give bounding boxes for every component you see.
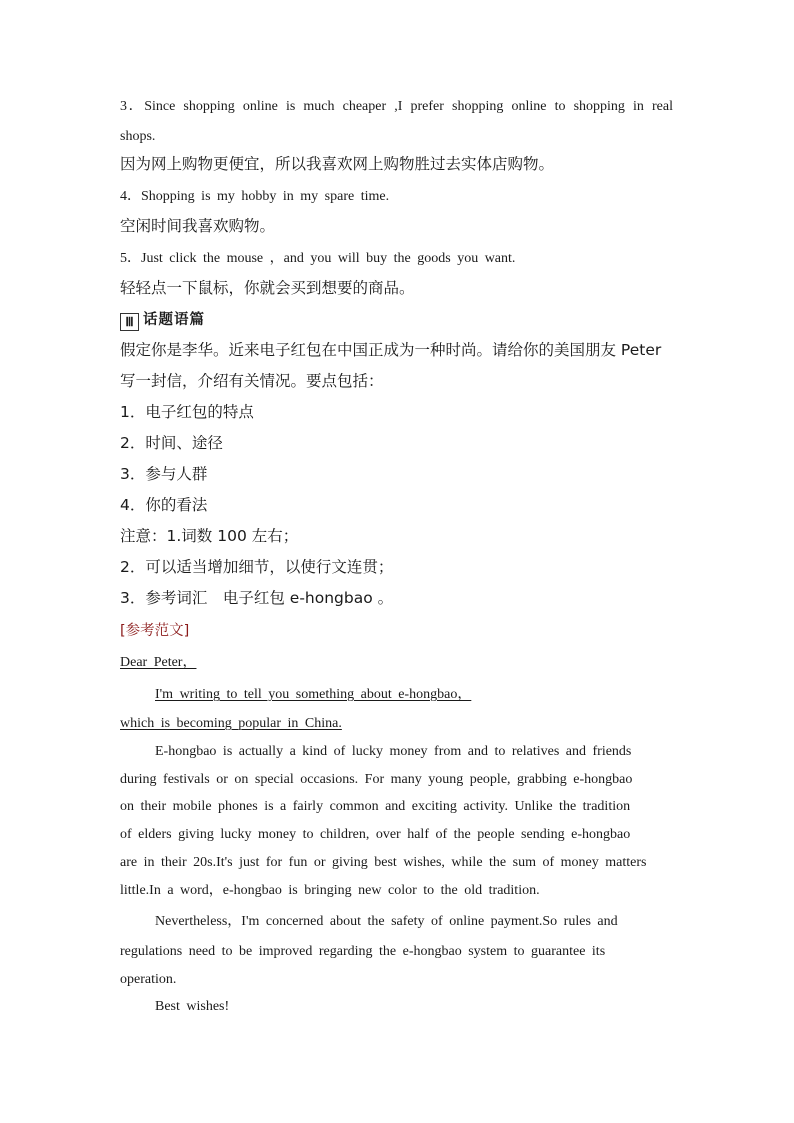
section-title: 话题语篇	[143, 312, 205, 328]
letter-closing: Best wishes!	[155, 999, 230, 1014]
task-note-3: 3．参考词汇 电子红包 e-hongbao 。	[120, 589, 394, 607]
sentence-3-english-cont: shops.	[120, 129, 156, 144]
letter-greeting: Dear Peter，	[120, 655, 197, 670]
sentence-3-chinese: 因为网上购物更便宜，所以我喜欢网上购物胜过去实体店购物。	[120, 155, 555, 173]
sentence-4-english: 4．Shopping is my hobby in my spare time.	[120, 189, 390, 204]
body-paragraph-2-line-1: Nevertheless，I'm concerned about the safety of online payment.So rules and	[155, 914, 618, 929]
section-number-badge: Ⅲ	[120, 313, 139, 331]
body-paragraph-1-line-3: on their mobile phones is a fairly common and exciting activity. Unlike the tradition	[120, 799, 631, 814]
sentence-3-english: 3．Since shopping online is much cheaper ,I prefer shopping online to shopping in real	[120, 99, 673, 114]
sentence-4-chinese: 空闲时间我喜欢购物。	[120, 217, 276, 235]
body-paragraph-2-line-2: regulations need to be improved regarding the e-hongbao system to guarantee its	[120, 944, 606, 959]
task-point-4: 4．你的看法	[120, 496, 208, 514]
body-paragraph-2-line-3: operation.	[120, 972, 177, 987]
task-point-1: 1．电子红包的特点	[120, 403, 254, 421]
sentence-5-english: 5．Just click the mouse ，and you will buy the goods you want.	[120, 251, 516, 266]
task-prompt-line-1: 假定你是李华。近来电子红包在中国正成为一种时尚。请给你的美国朋友 Peter	[120, 341, 662, 359]
sentence-5-chinese: 轻轻点一下鼠标，你就会买到想要的商品。	[120, 279, 415, 297]
task-note-1: 注意：1.词数 100 左右；	[120, 527, 299, 545]
body-paragraph-1-line-1: E-hongbao is actually a kind of lucky money from and to relatives and friends	[155, 744, 632, 759]
opening-sentence-line-2: which is becoming popular in China.	[120, 716, 342, 731]
body-paragraph-1-line-6: little.In a word，e-hongbao is bringing new color to the old tradition.	[120, 883, 540, 898]
reference-essay-label: [参考范文]	[120, 623, 190, 639]
task-point-2: 2．时间、途径	[120, 434, 223, 452]
body-paragraph-1-line-5: are in their 20s.It's just for fun or giving best wishes, while the sum of money matters	[120, 855, 647, 870]
task-prompt-line-2: 写一封信，介绍有关情况。要点包括：	[120, 372, 384, 390]
body-paragraph-1-line-4: of elders giving lucky money to children, over half of the people sending e-hongbao	[120, 827, 631, 842]
task-note-2: 2．可以适当增加细节，以使行文连贯；	[120, 558, 394, 576]
task-point-3: 3．参与人群	[120, 465, 208, 483]
body-paragraph-1-line-2: during festivals or on special occasions. For many young people, grabbing e-hongbao	[120, 772, 633, 787]
opening-sentence-line-1: I'm writing to tell you something about e-hongbao，	[155, 687, 472, 702]
